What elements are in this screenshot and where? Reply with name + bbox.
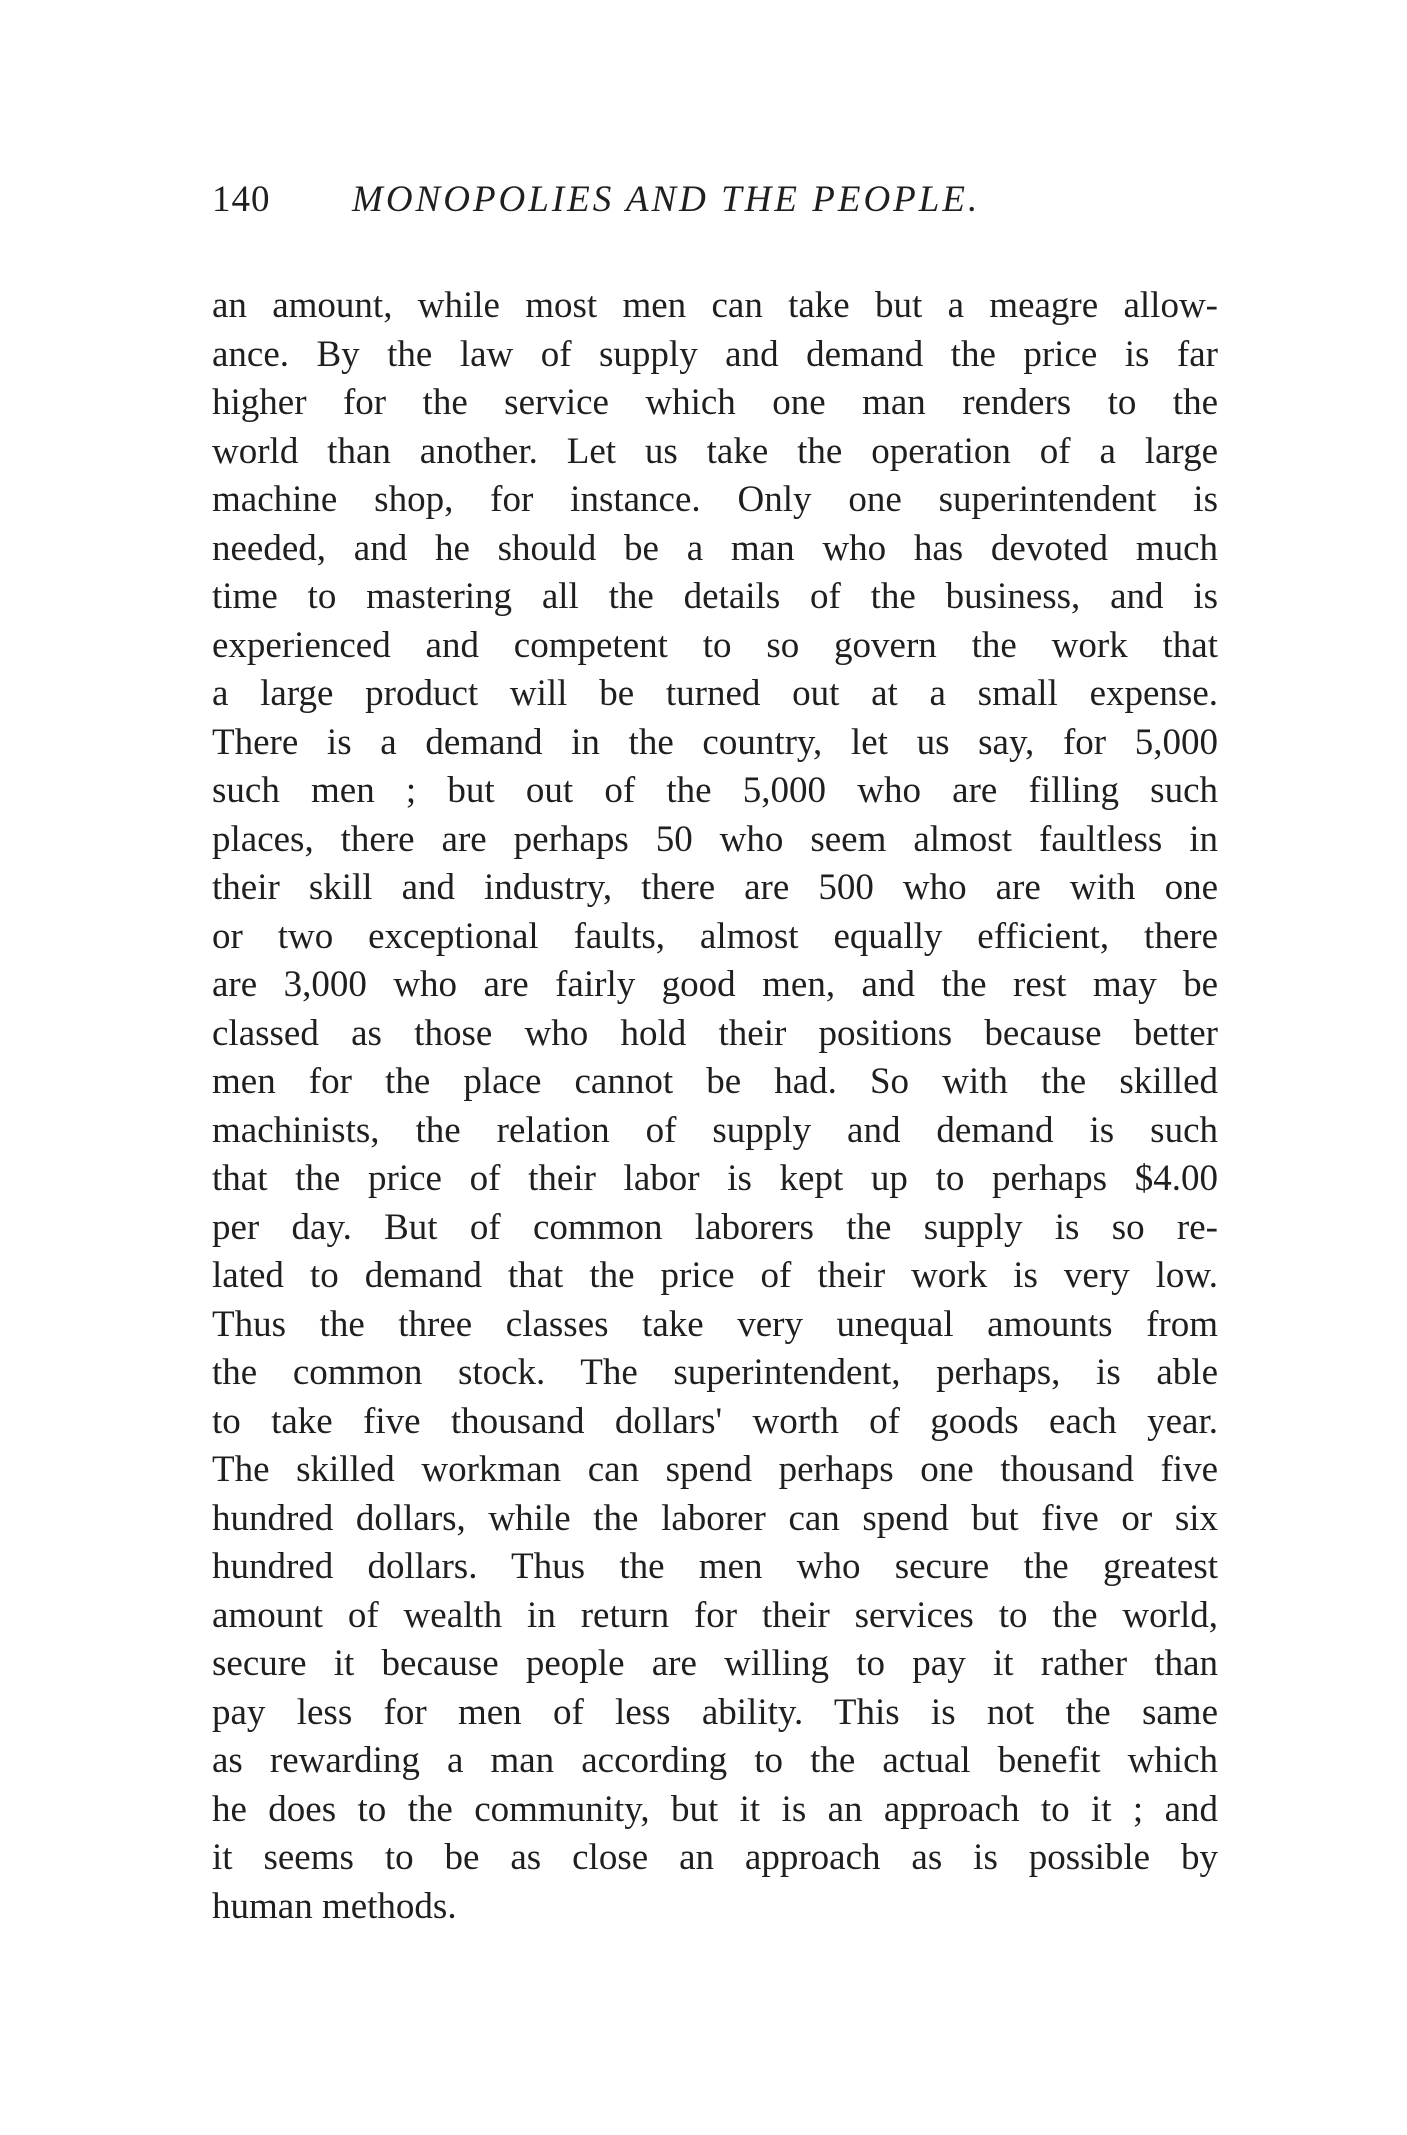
text-line: needed, and he should be a man who has devoted much — [212, 527, 1218, 569]
text-line: places, there are perhaps 50 who seem almost faultless in — [212, 818, 1218, 860]
text-line: a large product will be turned out at a small expense. — [212, 673, 1218, 714]
running-title: MONOPOLIES AND THE PEOPLE. — [352, 179, 981, 220]
text-line: pay less for men of less ability. This is not the same — [212, 1691, 1218, 1733]
text-line: their skill and industry, there are 500 who are with one — [212, 867, 1218, 908]
text-line: per day. But of common laborers the supply is so re- — [212, 1206, 1218, 1248]
text-line: such men ; but out of the 5,000 who are filling such — [212, 770, 1218, 811]
text-line: ance. By the law of supply and demand the price is far — [212, 333, 1218, 375]
text-line: There is a demand in the country, let us say, for 5,000 — [212, 721, 1218, 763]
body-text — [212, 282, 1218, 1931]
text-line: human methods. — [212, 1885, 457, 1927]
text-line: classed as those who hold their positions because better — [212, 1012, 1218, 1054]
text-line: as rewarding a man according to the actual benefit which — [212, 1740, 1218, 1781]
text-line: time to mastering all the details of the business, and is — [212, 576, 1218, 617]
text-line: hundred dollars, while the laborer can spend but five or six — [212, 1497, 1218, 1539]
text-line: men for the place cannot be had. So with the skilled — [212, 1061, 1218, 1102]
text-line: higher for the service which one man renders to the — [212, 382, 1218, 423]
text-line: are 3,000 who are fairly good men, and the rest may be — [212, 964, 1218, 1005]
text-line: secure it because people are willing to pay it rather than — [212, 1643, 1218, 1684]
page-number: 140 — [212, 179, 271, 220]
text-line: machinists, the relation of supply and demand is such — [212, 1109, 1218, 1151]
text-line: world than another. Let us take the operation of a large — [212, 430, 1218, 472]
text-line: an amount, while most men can take but a meagre allow- — [212, 285, 1218, 326]
text-line: Thus the three classes take very unequal amounts from — [212, 1303, 1218, 1345]
text-line: machine shop, for instance. Only one superintendent is — [212, 479, 1218, 520]
text-line: he does to the community, but it is an approach to it ; and — [212, 1788, 1218, 1830]
running-head — [212, 178, 1222, 228]
text-line: The skilled workman can spend perhaps one thousand five — [212, 1449, 1218, 1490]
text-line: or two exceptional faults, almost equally efficient, there — [212, 915, 1218, 957]
text-line: that the price of their labor is kept up to perhaps $4.00 — [212, 1158, 1218, 1199]
text-line: lated to demand that the price of their work is very low. — [212, 1255, 1218, 1296]
text-line: hundred dollars. Thus the men who secure the greatest — [212, 1546, 1218, 1587]
text-line: to take five thousand dollars' worth of goods each year. — [212, 1400, 1218, 1442]
text-line: experienced and competent to so govern the work that — [212, 624, 1218, 666]
text-line: the common stock. The superintendent, perhaps, is able — [212, 1352, 1218, 1393]
text-line: it seems to be as close an approach as is possible by — [212, 1837, 1218, 1878]
text-line: amount of wealth in return for their services to the world, — [212, 1594, 1218, 1636]
